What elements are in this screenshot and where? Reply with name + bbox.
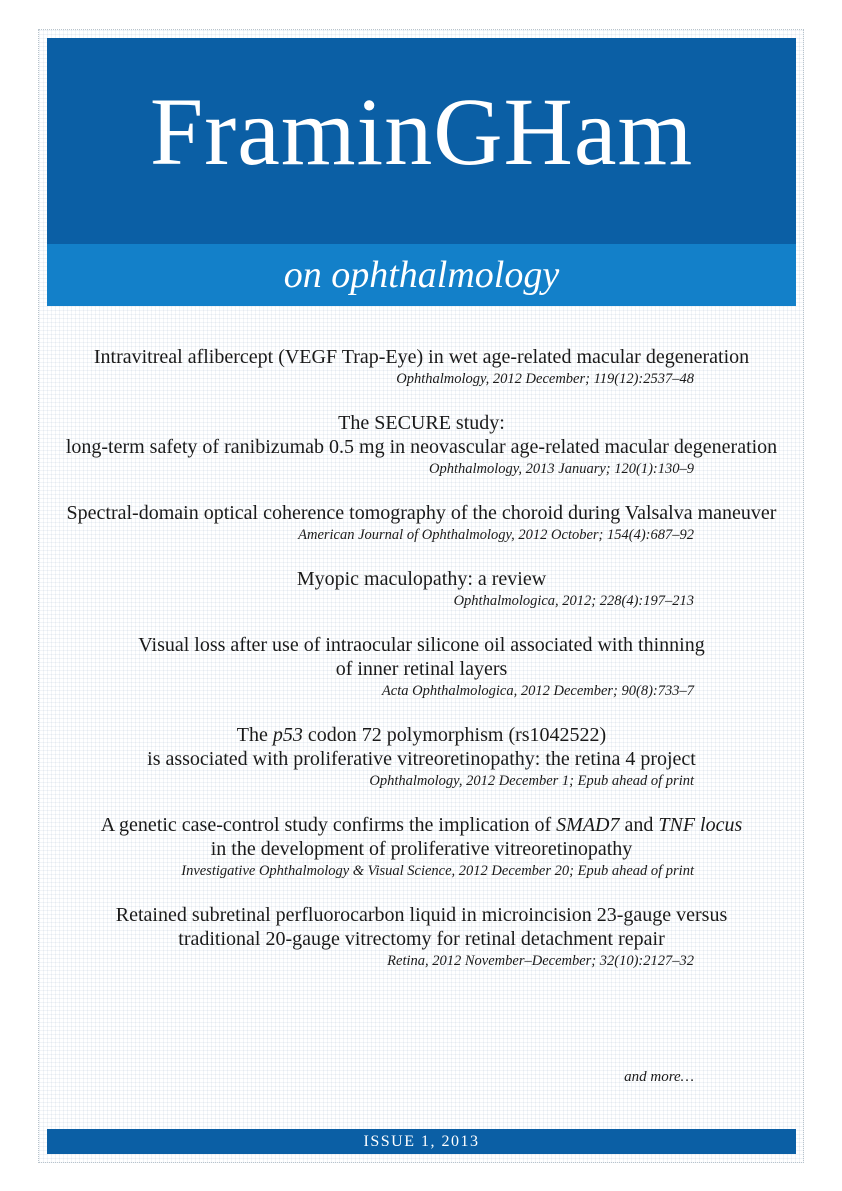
- issue-footer: [47, 1129, 796, 1154]
- article-title-line: [47, 747, 796, 771]
- article-title-line: [47, 927, 796, 951]
- article-title-line: [47, 813, 796, 837]
- more-text: and more…: [624, 1069, 694, 1085]
- article-list: [47, 345, 796, 993]
- article-title-line: [47, 435, 796, 459]
- article-title-line: [47, 345, 796, 369]
- title-text: of inner retinal layers: [335, 658, 508, 680]
- article-citation: Investigative Ophthalmology & Visual Science, 2012 December 20; Epub ahead of print: [181, 863, 694, 879]
- article-entry: [47, 813, 796, 881]
- article-title-line: [47, 657, 796, 681]
- article-citation: Ophthalmology, 2012 December; 119(12):2537–48: [396, 371, 694, 387]
- article-citation: Ophthalmologica, 2012; 228(4):197–213: [453, 593, 694, 609]
- title-text: in the development of proliferative vitreoretinopathy: [210, 838, 633, 860]
- article-entry: [47, 567, 796, 611]
- article-title-line: [47, 633, 796, 657]
- title-italic-term: p53: [272, 724, 303, 746]
- title-text: The: [236, 724, 273, 746]
- title-text: codon 72 polymorphism (rs1042522): [302, 724, 607, 746]
- title-text: Visual loss after use of intraocular silicone oil associated with thinning: [138, 634, 705, 656]
- title-text: Intravitreal aflibercept (VEGF Trap-Eye) in wet age-related macular degeneration: [93, 346, 750, 368]
- title-italic-term: TNF locus: [658, 814, 743, 836]
- title-text: Myopic maculopathy: a review: [296, 568, 547, 590]
- title-italic-term: SMAD7: [556, 814, 620, 836]
- title-text: and: [619, 814, 659, 836]
- masthead: [47, 38, 796, 244]
- journal-subtitle: on ophthalmology: [283, 254, 560, 296]
- title-text: traditional 20-gauge vitrectomy for retinal detachment repair: [178, 928, 665, 950]
- article-title-line: [47, 567, 796, 591]
- article-title-line: [47, 501, 796, 525]
- article-entry: [47, 501, 796, 545]
- article-citation: Ophthalmology, 2013 January; 120(1):130–9: [429, 461, 694, 477]
- title-text: A genetic case-control study confirms the implication of: [100, 814, 557, 836]
- subtitle-band: [47, 244, 796, 306]
- article-citation: American Journal of Ophthalmology, 2012 October; 154(4):687–92: [298, 527, 694, 543]
- title-text: is associated with proliferative vitreoretinopathy: the retina 4 project: [147, 748, 696, 770]
- article-entry: [47, 633, 796, 701]
- title-text: Retained subretinal perfluorocarbon liquid in microincision 23-gauge versus: [115, 904, 728, 926]
- article-entry: [47, 723, 796, 791]
- article-title-line: [47, 411, 796, 435]
- issue-label: ISSUE 1, 2013: [363, 1132, 480, 1150]
- title-text: The SECURE study:: [338, 412, 505, 434]
- article-entry: [47, 345, 796, 389]
- article-title-line: [47, 723, 796, 747]
- article-title-line: [47, 903, 796, 927]
- article-citation: Retina, 2012 November–December; 32(10):2127–32: [387, 953, 694, 969]
- title-text: long-term safety of ranibizumab 0.5 mg in neovascular age-related macular degeneration: [65, 436, 778, 458]
- article-citation: Ophthalmology, 2012 December 1; Epub ahead of print: [369, 773, 694, 789]
- article-title-line: [47, 837, 796, 861]
- article-entry: [47, 903, 796, 971]
- article-entry: [47, 411, 796, 479]
- article-citation: Acta Ophthalmologica, 2012 December; 90(8):733–7: [381, 683, 694, 699]
- title-text: Spectral-domain optical coherence tomography of the choroid during Valsalva maneuver: [66, 502, 777, 524]
- journal-title: FraminGHam: [149, 78, 694, 185]
